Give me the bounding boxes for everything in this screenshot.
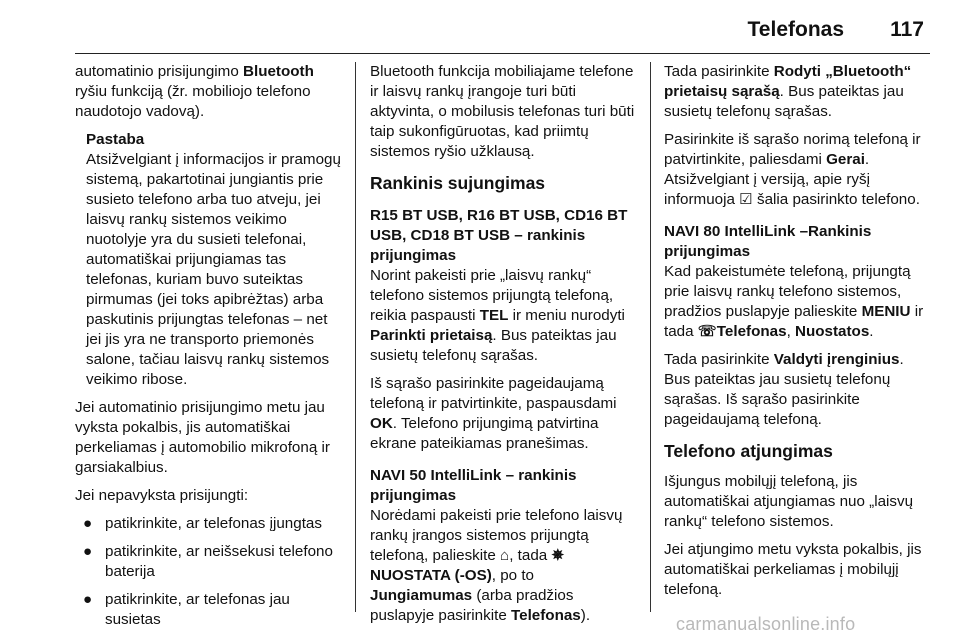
paragraph: Norint pakeisti prie „laisvų rankų“ telefono sistemos prijungtą telefoną, reikia paspausti TEL ir meniu nurodyti Parinkti prietaisą. Bus pateiktas jau susietų telefonų sąrašas.: [370, 267, 625, 364]
section-heading: Telefono atjungimas: [664, 441, 833, 461]
home-icon: ⌂: [500, 547, 510, 564]
list-item: ● patikrinkite, ar telefonas įjungtas: [83, 515, 322, 532]
paragraph: Jei automatinio prisijungimo metu jau vyksta pokalbis, jis automatiškai perkeliamas į automobilio mikrofoną ir garsiakalbius.: [75, 399, 330, 476]
paragraph: Tada pasirinkite Rodyti „Bluetooth“ prietaisų sąrašą. Bus pateiktas jau susietų telefonų sąrašas.: [664, 63, 912, 120]
column-3: [664, 62, 932, 608]
list-item: ● patikrinkite, ar telefonas jau susietas: [83, 591, 290, 628]
column-1: [75, 62, 345, 638]
page-number: 117: [890, 18, 924, 41]
subheading: NAVI 50 IntelliLink – rankinis prijungimas: [370, 467, 577, 504]
paragraph: Jei nepavyksta prisijungti:: [75, 487, 249, 504]
paragraph: Pasirinkite iš sąrašo norimą telefoną ir patvirtinkite, paliesdami Gerai. Atsižvelgiant į versiją, apie ryšį informuoja ☑ šalia pasirinkto telefono.: [664, 131, 921, 208]
bullet-icon: ●: [83, 591, 93, 608]
note-text: Atsižvelgiant į informacijos ir pramogų sistemą, pakartotinai jungiantis prie susieto telefono arba tuo atveju, jei laisvų rankų sistemos veikimo nuotolyje yra du susieti telefonai, automatiškai prijungiamas tas telefonas, kuriam buvo suteiktas pirmumas (jei toks apibrėžtas) arba paskutinis prijungtas telefonas – net jei jis yra ne transporto priemonės salone, tačiau laisvų rankų sistemos veikimo ribose.: [86, 151, 341, 388]
note-heading: Pastaba: [86, 131, 145, 148]
paragraph: automatinio prisijungimo Bluetooth ryšiu funkciją (žr. mobiliojo telefono naudotojo vadovą).: [75, 63, 314, 120]
column-2: [370, 62, 638, 634]
note-box: [86, 130, 345, 390]
paragraph: Išjungus mobilųjį telefoną, jis automatiškai atjungiamas nuo „laisvų rankų“ telefono sistemos.: [664, 473, 914, 530]
subheading: NAVI 80 IntelliLink –Rankinis prijungimas: [664, 223, 872, 260]
bullet-icon: ●: [83, 515, 93, 532]
section-heading: Rankinis sujungimas: [370, 173, 546, 193]
paragraph: Iš sąrašo pasirinkite pageidaujamą telefoną ir patvirtinkite, paspausdami OK. Telefono prijungimą patvirtina ekrane pateikiamas pranešimas.: [370, 375, 617, 452]
column-divider-2: [650, 62, 651, 612]
paragraph: Tada pasirinkite Valdyti įrenginius. Bus pateiktas jau susietų telefonų sąrašas. Iš sąrašo pasirinkite pageidaujamą telefoną.: [664, 351, 904, 428]
bullet-icon: ●: [83, 543, 93, 560]
header-rule: [75, 53, 930, 54]
phone-icon: ☏: [697, 323, 717, 340]
subheading: R15 BT USB, R16 BT USB, CD16 BT USB, CD18 BT USB – rankinis prijungimas: [370, 207, 628, 264]
paragraph: Kad pakeistumėte telefoną, prijungtą prie laisvų rankų telefono sistemos, pradžios puslapyje palieskite MENIU ir tada ☏Telefonas, Nuostatos.: [664, 263, 924, 340]
checkbox-icon: ☑: [739, 191, 753, 208]
paragraph: Bluetooth funkcija mobiliajame telefone ir laisvų rankų įrangoje turi būti aktyvinta, o mobilusis telefonas turi būti taip sukonfigūruotas, kad priimtų sistemos ryšio užklausą.: [370, 63, 635, 160]
paragraph: Jei atjungimo metu vyksta pokalbis, jis automatiškai perkeliamas į mobilųjį telefoną.: [664, 541, 922, 598]
bullet-list: [75, 514, 345, 630]
page-title: Telefonas: [747, 18, 844, 41]
watermark: carmanualsonline.info: [676, 614, 856, 634]
paragraph: Norėdami pakeisti prie telefono laisvų rankų įrangos sistemos prijungtą telefoną, palieskite ⌂, tada ✵NUOSTATA (-OS), po to Jungiamumas (arba pradžios puslapyje pasirinkite Telefonas).: [370, 507, 623, 624]
page-header: [75, 14, 930, 54]
gear-icon: ✵: [551, 547, 565, 564]
list-item: ● patikrinkite, ar neišsekusi telefono baterija: [83, 543, 333, 580]
column-divider-1: [355, 62, 356, 612]
